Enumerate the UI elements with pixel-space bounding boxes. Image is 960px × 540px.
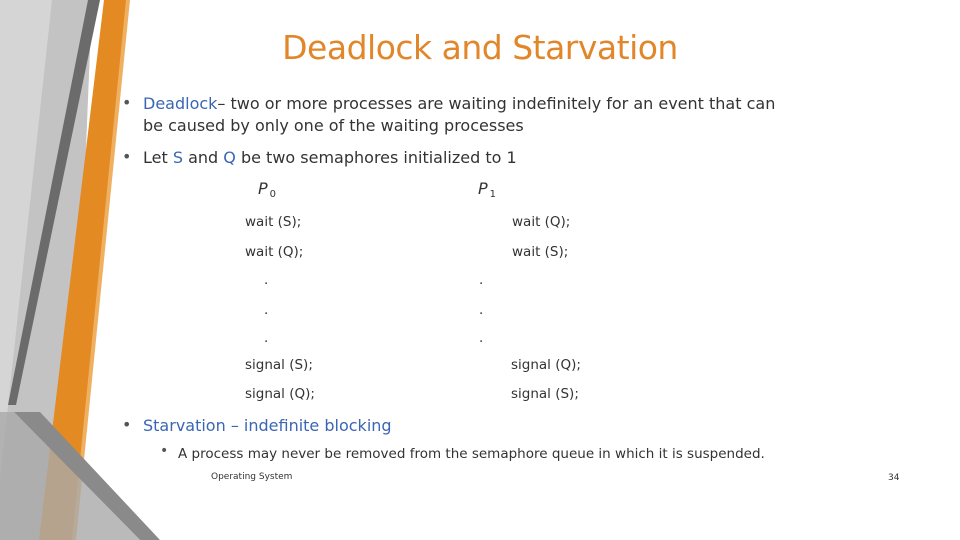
bullet-dot-icon: • — [122, 93, 132, 112]
p0-line: . — [264, 272, 269, 288]
semaphore-prefix: Let — [143, 148, 173, 167]
deadlock-text-line2: be caused by only one of the waiting processes — [143, 116, 524, 135]
semaphore-q: Q — [223, 148, 236, 167]
bullet-starvation — [122, 415, 643, 437]
sub-bullet-starvation — [160, 443, 765, 462]
p1-line: signal (S); — [511, 386, 579, 402]
semaphore-s: S — [172, 148, 183, 167]
starvation-term: Starvation – indefinite blocking — [143, 416, 392, 435]
starvation-sub-text: A process may never be removed from the semaphore queue in which it is suspended. — [178, 446, 765, 462]
bullet-dot-icon: • — [122, 147, 132, 166]
sidebar-decoration — [0, 0, 170, 540]
process-p0-label: P $_0$ — [258, 179, 277, 200]
footer-course: Operating System — [211, 472, 293, 482]
semaphore-middle: and — [183, 148, 224, 167]
p1-line: . — [479, 272, 484, 288]
p0-line: signal (Q); — [245, 386, 315, 402]
p1-line: . — [479, 330, 484, 346]
deadlock-term: Deadlock — [143, 94, 218, 113]
p1-line: signal (Q); — [511, 357, 581, 373]
p1-line: . — [479, 302, 484, 318]
page-number: 34 — [888, 473, 900, 483]
p0-line: signal (S); — [245, 357, 313, 373]
p1-line: wait (Q); — [512, 214, 571, 230]
deadlock-text-line1: – two or more processes are waiting indefinitely for an event that can — [217, 94, 776, 113]
process-p1-label: P $_1$ — [478, 179, 497, 200]
p0-line: . — [264, 330, 269, 346]
bullet-deadlock — [122, 93, 823, 137]
p0-line: wait (S); — [245, 214, 302, 230]
slide-title: Deadlock and Starvation — [282, 28, 678, 67]
p0-line: wait (Q); — [245, 244, 304, 260]
semaphore-suffix: be two semaphores initialized to 1 — [235, 148, 517, 167]
p0-line: . — [264, 302, 269, 318]
bullet-semaphores — [122, 147, 743, 169]
p1-line: wait (S); — [512, 244, 569, 260]
bullet-dot-icon: • — [122, 415, 132, 434]
bullet-dot-icon: • — [160, 443, 169, 459]
